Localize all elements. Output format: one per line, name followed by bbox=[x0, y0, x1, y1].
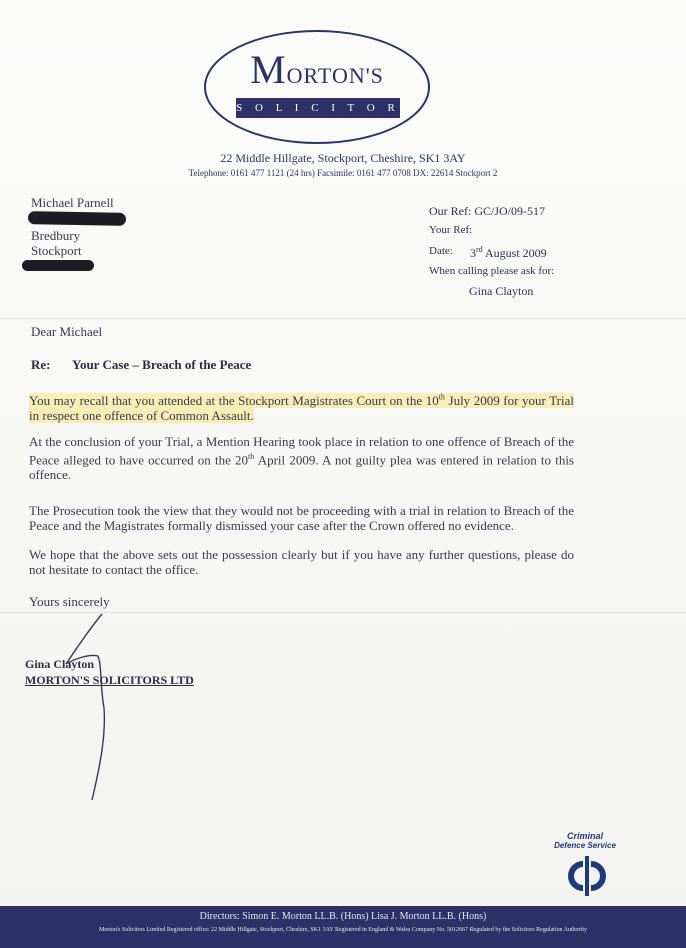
cds-logo: Criminal Defence Service bbox=[550, 832, 620, 902]
handwritten-signature bbox=[40, 606, 130, 806]
redacted-street bbox=[28, 211, 126, 226]
paragraph-3: The Prosecution took the view that they would not be proceeding with a trial in relation to Breach of the Peace and the Magistrates formally dismissed your case after the Crown offered no evidence. bbox=[29, 503, 574, 533]
paper-fold-line bbox=[0, 318, 686, 319]
letter-date: 3rd August 2009 bbox=[470, 245, 547, 260]
recipient-city: Stockport bbox=[31, 243, 82, 258]
firm-address: 22 Middle Hillgate, Stockport, Cheshire, SK1 3AY bbox=[220, 151, 466, 165]
calling-instruction: When calling please ask for: bbox=[429, 265, 555, 277]
cds-emblem-icon bbox=[563, 852, 607, 900]
footer-registration: Morton's Solicitors Limited Registered office: 22 Middle Hillgate, Stockport, Cheshire, SK1 3AY Registered in England & Wales Company No. 5012667 Regulated by the Solicitors Regulation Authority bbox=[98, 927, 588, 933]
your-reference: Your Ref: bbox=[429, 224, 473, 236]
footer-directors: Directors: Simon E. Morton LL.B. (Hons) Lisa J. Morton LL.B. (Hons) bbox=[199, 911, 487, 922]
paragraph-2: At the conclusion of your Trial, a Mention Hearing took place in relation to one offence of Breach of the Peace alleged to have occurred on the 20th April 2009. A not guilty plea was entered in relation to this offence. bbox=[29, 434, 574, 483]
re-subject: Your Case – Breach of the Peace bbox=[72, 357, 252, 372]
logo-subtitle: S O L I C I T O R S bbox=[236, 98, 400, 118]
highlighted-text: You may recall that you attended at the Stockport Magistrates Court on the 10th July 2009 for your Trial in respect one offence of Common Assault. bbox=[29, 393, 575, 424]
logo-name: MORTON'S bbox=[250, 47, 384, 92]
paragraph-4: We hope that the above sets out the possession clearly but if you have any further questions, please do not hesitate to contact the office. bbox=[29, 547, 574, 577]
contact-name: Gina Clayton bbox=[469, 284, 534, 298]
paragraph-1 bbox=[29, 390, 574, 423]
salutation: Dear Michael bbox=[31, 324, 103, 339]
recipient-name: Michael Parnell bbox=[31, 195, 114, 210]
date-label: Date: bbox=[429, 245, 453, 257]
footer-band bbox=[0, 906, 686, 948]
our-reference: Our Ref: GC/JO/09-517 bbox=[429, 204, 545, 218]
firm-signature-name: MORTON'S SOLICITORS LTD bbox=[25, 673, 194, 687]
firm-contact-line: Telephone: 0161 477 1121 (24 hrs) Facsimile: 0161 477 0708 DX: 22614 Stockport 2 bbox=[188, 168, 498, 178]
signatory-name: Gina Clayton bbox=[25, 657, 95, 671]
recipient-town: Bredbury bbox=[31, 228, 81, 243]
firm-logo bbox=[204, 30, 430, 144]
re-label: Re: bbox=[31, 357, 51, 372]
redacted-postcode bbox=[22, 260, 94, 271]
closing: Yours sincerely bbox=[29, 594, 110, 609]
